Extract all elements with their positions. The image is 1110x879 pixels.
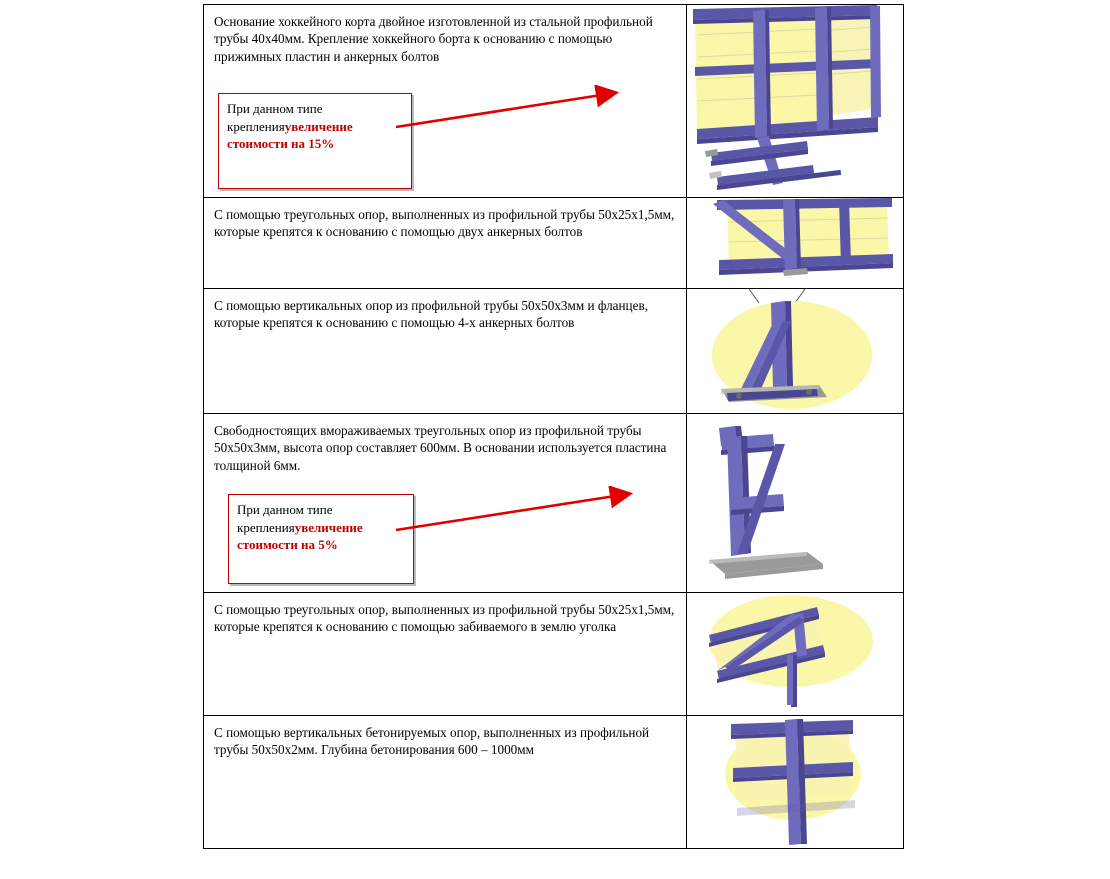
description-text: С помощью треугольных опор, выполненных из профильной трубы 50х25х1,5мм, которые крепятся к основанию с помощью двух анкерных болтов xyxy=(214,207,675,240)
red-arrow-2 xyxy=(392,486,642,538)
note-line-1: При данном типе xyxy=(237,502,333,517)
table-row xyxy=(204,593,904,716)
vertical-support-flange-illustration xyxy=(687,289,903,411)
description-text: Свободностоящих вмораживаемых треугольных опор из профильной трубы 50х50х3мм, высота опор составляет 600мм. В основании используется пластина толщиной 6мм. xyxy=(214,423,667,473)
note-line-1: При данном типе xyxy=(227,101,323,116)
table-cell-description xyxy=(204,414,687,593)
note-highlight-1: увеличение xyxy=(284,118,353,134)
description-text: С помощью вертикальных бетонируемых опор, выполненных из профильной трубы 50х50х2мм. Глубина бетонирования 600 – 1000мм xyxy=(214,725,650,758)
table-cell-illustration xyxy=(687,414,904,593)
table-cell-illustration xyxy=(687,289,904,414)
note-line-2: крепления xyxy=(227,118,285,134)
table-row xyxy=(204,289,904,414)
table-cell-illustration xyxy=(687,198,904,289)
double-base-frame-illustration xyxy=(687,5,903,195)
mounting-options-table xyxy=(203,4,904,849)
description-cell-2 xyxy=(204,198,686,247)
table-cell-description xyxy=(204,716,687,849)
table-cell-illustration xyxy=(687,593,904,716)
table-row xyxy=(204,5,904,198)
description-cell-6 xyxy=(204,716,686,765)
triangular-support-anchor-illustration xyxy=(687,198,903,286)
red-arrow-1 xyxy=(392,85,632,135)
table-row xyxy=(204,198,904,289)
note-line-2: крепления xyxy=(237,519,295,535)
table-row xyxy=(204,716,904,849)
cost-note-box-1 xyxy=(218,93,412,189)
description-text: С помощью вертикальных опор из профильной трубы 50х50х3мм и фланцев, которые крепятся к основанию с помощью 4-х анкерных болтов xyxy=(214,298,648,331)
concreted-vertical-support-illustration xyxy=(687,716,903,846)
description-cell-5 xyxy=(204,593,686,642)
table-cell-description xyxy=(204,5,687,198)
table-cell-illustration xyxy=(687,5,904,198)
freestanding-frozen-support-illustration xyxy=(687,414,903,590)
description-text: С помощью треугольных опор, выполненных из профильной трубы 50х25х1,5мм, которые крепятся к основанию с помощью забиваемого в землю уголка xyxy=(214,602,675,635)
table-row xyxy=(204,414,904,593)
description-text: Основание хоккейного корта двойное изготовленной из стальной профильной трубы 40х40мм. Крепление хоккейного борта к основанию с помощью прижимных пластин и анкерных болтов xyxy=(214,14,653,64)
note-highlight-2: стоимости на 5% xyxy=(237,537,338,553)
table-cell-description xyxy=(204,289,687,414)
table-cell-illustration xyxy=(687,716,904,849)
description-cell-4 xyxy=(204,414,686,553)
note-highlight-2: стоимости на 15% xyxy=(227,136,335,152)
cost-note-box-2 xyxy=(228,494,414,584)
description-cell-1 xyxy=(204,5,686,152)
triangular-support-ground-angle-illustration xyxy=(687,593,903,713)
note-highlight-1: увеличение xyxy=(294,519,363,535)
description-cell-3 xyxy=(204,289,686,338)
table-cell-description xyxy=(204,593,687,716)
table-cell-description xyxy=(204,198,687,289)
